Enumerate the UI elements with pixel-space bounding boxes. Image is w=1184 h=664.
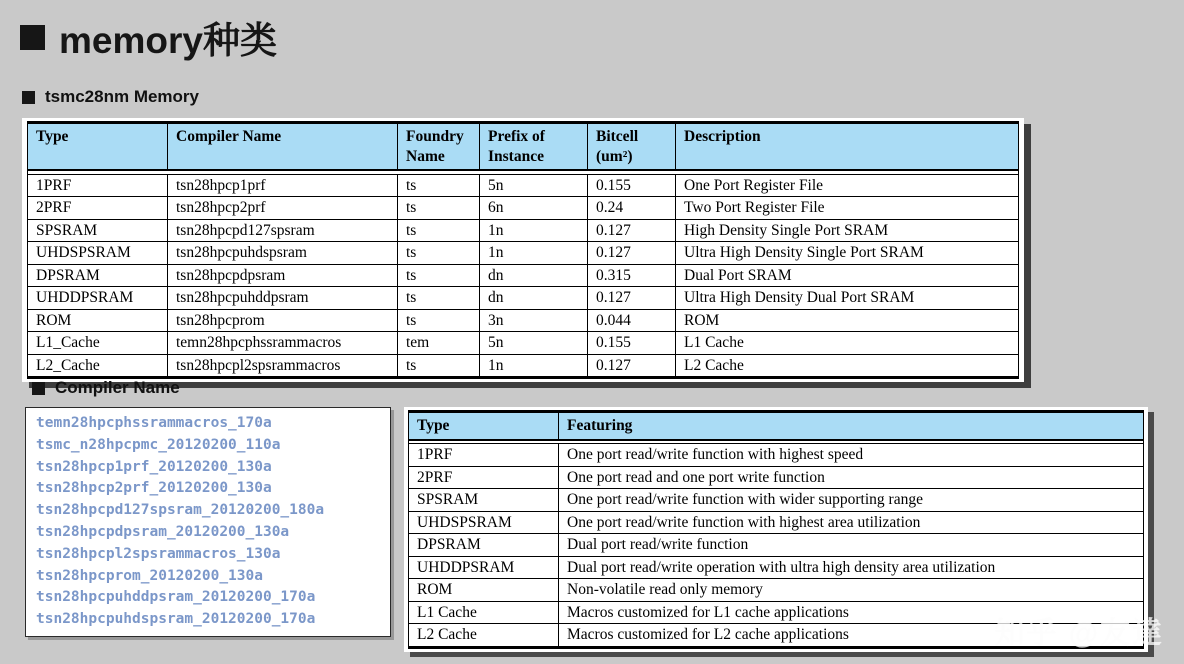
table-cell: SPSRAM (28, 219, 168, 242)
table-cell: 1n (480, 242, 588, 265)
table-cell: 1PRF (28, 174, 168, 197)
compiler-name-item: tsn28hpcpl2spsrammacros_130a (36, 545, 281, 562)
table-cell: L2 Cache (676, 354, 1019, 378)
col-header-prefix-of-instance: Prefix of Instance (480, 123, 588, 171)
table-row (28, 354, 1019, 378)
table-row (409, 466, 1144, 489)
table-cell: tsn28hpcpuhdspsram (168, 242, 398, 265)
table-cell: ROM (28, 309, 168, 332)
table-row (409, 511, 1144, 534)
table-cell: ts (398, 309, 480, 332)
col-header-bitcell: Bitcell (um²) (588, 123, 676, 171)
table-cell: One port read/write function with highest speed (559, 444, 1144, 467)
table-cell: dn (480, 287, 588, 310)
table-cell: One port read/write function with wider supporting range (559, 489, 1144, 512)
table-row (28, 332, 1019, 355)
table-row (409, 534, 1144, 557)
featuring-table-header (409, 412, 1144, 444)
table-row (28, 197, 1019, 220)
compiler-name-list (25, 407, 391, 637)
section-heading-compiler-label: Compiler Name (55, 378, 180, 397)
table-cell: ts (398, 354, 480, 378)
table-cell: ts (398, 264, 480, 287)
col-header-featuring: Featuring (559, 412, 1144, 440)
table-cell: L1 Cache (409, 601, 559, 624)
table-cell: L2 Cache (409, 624, 559, 648)
compiler-name-item: tsn28hpcpd127spsram_20120200_180a (36, 502, 325, 519)
table-cell: Dual port read/write operation with ultra high density area utilization (559, 556, 1144, 579)
watermark: 知乎 @友達 (994, 617, 1164, 650)
table-cell: Ultra High Density Single Port SRAM (676, 242, 1019, 265)
header-row (409, 412, 1144, 440)
table-cell: DPSRAM (28, 264, 168, 287)
table-row (28, 287, 1019, 310)
table-cell: tsn28hpcpl2spsrammacros (168, 354, 398, 378)
page-title (20, 10, 277, 64)
table-cell: Non-volatile read only memory (559, 579, 1144, 602)
table-row (28, 264, 1019, 287)
table-cell: 2PRF (409, 466, 559, 489)
col-header-description: Description (676, 123, 1019, 171)
table-cell: Ultra High Density Dual Port SRAM (676, 287, 1019, 310)
table-cell: Dual Port SRAM (676, 264, 1019, 287)
table-cell: tem (398, 332, 480, 355)
memory-table-panel (22, 118, 1024, 382)
table-row (28, 174, 1019, 197)
table-cell: One port read and one port write function (559, 466, 1144, 489)
table-cell: 0.127 (588, 219, 676, 242)
table-cell: ROM (409, 579, 559, 602)
table-row (28, 242, 1019, 265)
table-cell: 1n (480, 219, 588, 242)
table-cell: 1n (480, 354, 588, 378)
compiler-name-item: tsn28hpcp1prf_20120200_130a (36, 458, 272, 475)
col-header-type: Type (409, 412, 559, 440)
bullet-square-icon (32, 382, 45, 395)
table-cell: ts (398, 242, 480, 265)
section-heading-memory-label: tsmc28nm Memory (45, 87, 200, 106)
table-cell: One port read/write function with highest area utilization (559, 511, 1144, 534)
bullet-square-icon (20, 25, 45, 50)
table-cell: 0.155 (588, 174, 676, 197)
table-row (409, 489, 1144, 512)
table-cell: 0.127 (588, 242, 676, 265)
compiler-name-item: tsmc_n28hpcpmc_20120200_110a (36, 436, 281, 453)
table-cell: tsn28hpcp2prf (168, 197, 398, 220)
header-row (28, 123, 1019, 171)
table-row (409, 444, 1144, 467)
table-cell: One Port Register File (676, 174, 1019, 197)
section-heading-memory (22, 87, 199, 107)
table-cell: Two Port Register File (676, 197, 1019, 220)
table-cell: 6n (480, 197, 588, 220)
bullet-square-icon (22, 91, 35, 104)
table-cell: tsn28hpcprom (168, 309, 398, 332)
table-cell: L1_Cache (28, 332, 168, 355)
table-cell: 0.315 (588, 264, 676, 287)
table-cell: 0.155 (588, 332, 676, 355)
table-cell: 0.127 (588, 287, 676, 310)
compiler-name-item: tsn28hpcp2prf_20120200_130a (36, 480, 272, 497)
table-cell: Macros customized for L2 cache applications (559, 624, 1144, 648)
table-cell: 0.24 (588, 197, 676, 220)
table-row (409, 579, 1144, 602)
table-cell: UHDSPSRAM (409, 511, 559, 534)
table-cell: 0.044 (588, 309, 676, 332)
compiler-name-item: temn28hpcphssrammacros_170a (36, 415, 272, 431)
table-cell: 5n (480, 332, 588, 355)
table-cell: 0.127 (588, 354, 676, 378)
table-row (409, 556, 1144, 579)
compiler-name-item: tsn28hpcpuhdspsram_20120200_170a (36, 611, 316, 628)
table-cell: UHDDPSRAM (409, 556, 559, 579)
col-header-compiler-name: Compiler Name (168, 123, 398, 171)
table-cell: tsn28hpcpdpsram (168, 264, 398, 287)
compiler-name-item: tsn28hpcpdpsram_20120200_130a (36, 523, 290, 540)
table-cell: tsn28hpcp1prf (168, 174, 398, 197)
table-cell: Dual port read/write function (559, 534, 1144, 557)
table-cell: tsn28hpcpd127spsram (168, 219, 398, 242)
table-cell: ts (398, 197, 480, 220)
page-title-text: memory种类 (59, 20, 277, 61)
table-cell: UHDDPSRAM (28, 287, 168, 310)
table-cell: DPSRAM (409, 534, 559, 557)
table-cell: tsn28hpcpuhddpsram (168, 287, 398, 310)
table-cell: 5n (480, 174, 588, 197)
section-heading-compiler (32, 378, 180, 398)
table-cell: ts (398, 174, 480, 197)
table-cell: 3n (480, 309, 588, 332)
table-cell: Macros customized for L1 cache applications (559, 601, 1144, 624)
memory-table (27, 121, 1019, 379)
col-header-foundry-name: Foundry Name (398, 123, 480, 171)
table-cell: 2PRF (28, 197, 168, 220)
memory-table-header (28, 123, 1019, 175)
table-cell: UHDSPSRAM (28, 242, 168, 265)
table-cell: 1PRF (409, 444, 559, 467)
memory-table-body (28, 174, 1019, 378)
table-row (28, 219, 1019, 242)
compiler-name-item: tsn28hpcprom_20120200_130a (36, 567, 263, 584)
table-cell: ts (398, 287, 480, 310)
table-cell: temn28hpcphssrammacros (168, 332, 398, 355)
compiler-name-item: tsn28hpcpuhddpsram_20120200_170a (36, 589, 316, 606)
table-cell: High Density Single Port SRAM (676, 219, 1019, 242)
table-cell: dn (480, 264, 588, 287)
table-cell: ts (398, 219, 480, 242)
table-cell: ROM (676, 309, 1019, 332)
table-cell: L2_Cache (28, 354, 168, 378)
table-cell: SPSRAM (409, 489, 559, 512)
table-cell: L1 Cache (676, 332, 1019, 355)
col-header-type: Type (28, 123, 168, 171)
table-row (28, 309, 1019, 332)
